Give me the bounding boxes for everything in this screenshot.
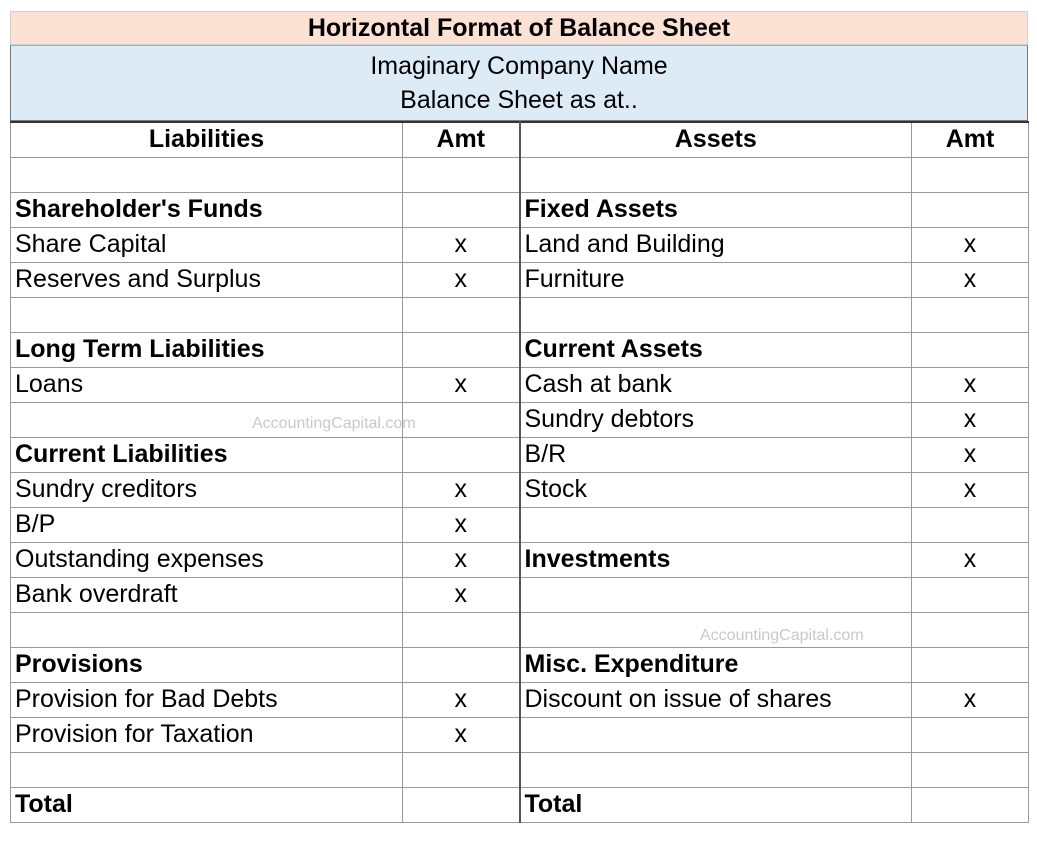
liability-label <box>11 612 403 647</box>
liability-amount <box>403 332 520 367</box>
asset-label <box>520 507 912 542</box>
asset-label <box>520 297 912 332</box>
assets-header: Assets <box>520 122 912 157</box>
liability-label: Sundry creditors <box>11 472 403 507</box>
asset-label: B/R <box>520 437 912 472</box>
table-row <box>11 297 1029 332</box>
asset-amount: x <box>912 262 1029 297</box>
asset-label: Sundry debtors <box>520 402 912 437</box>
asset-amount <box>912 192 1029 227</box>
asset-label: Misc. Expenditure <box>520 647 912 682</box>
asset-label: Land and Building <box>520 227 912 262</box>
liability-label: Provisions <box>11 647 403 682</box>
asset-label: Investments <box>520 542 912 577</box>
table-row <box>11 682 1029 717</box>
liability-label <box>11 752 403 787</box>
table-row <box>11 472 1029 507</box>
table-row <box>11 787 1029 822</box>
liability-amount: x <box>403 262 520 297</box>
liability-label: Provision for Taxation <box>11 717 403 752</box>
liabilities-header: Liabilities <box>11 122 403 157</box>
table-row <box>11 647 1029 682</box>
asset-amount <box>912 752 1029 787</box>
table-row <box>11 402 1029 437</box>
table-row <box>11 192 1029 227</box>
table-body <box>11 157 1029 822</box>
table-row <box>11 752 1029 787</box>
balance-sheet-date: Balance Sheet as at.. <box>400 86 638 114</box>
liability-label: Shareholder's Funds <box>11 192 403 227</box>
liabilities-amt-header: Amt <box>403 122 520 157</box>
asset-amount <box>912 647 1029 682</box>
balance-sheet <box>10 11 1028 823</box>
liability-label: Outstanding expenses <box>11 542 403 577</box>
table-row <box>11 612 1029 647</box>
liability-amount: x <box>403 507 520 542</box>
liability-amount: x <box>403 542 520 577</box>
table-row <box>11 507 1029 542</box>
table-row <box>11 542 1029 577</box>
asset-amount: x <box>912 367 1029 402</box>
asset-amount <box>912 157 1029 192</box>
asset-label: Stock <box>520 472 912 507</box>
liability-label: Total <box>11 787 403 822</box>
asset-amount <box>912 612 1029 647</box>
liability-label <box>11 157 403 192</box>
liability-label: Loans <box>11 367 403 402</box>
assets-amt-header: Amt <box>912 122 1029 157</box>
table-row <box>11 717 1029 752</box>
asset-amount <box>912 297 1029 332</box>
asset-amount <box>912 332 1029 367</box>
table-row <box>11 367 1029 402</box>
asset-label: Furniture <box>520 262 912 297</box>
watermark-right: AccountingCapital.com <box>700 627 864 644</box>
table-header-row <box>11 122 1029 157</box>
liability-label <box>11 297 403 332</box>
liability-label: Share Capital <box>11 227 403 262</box>
liability-amount: x <box>403 227 520 262</box>
liability-amount <box>403 437 520 472</box>
asset-amount: x <box>912 682 1029 717</box>
asset-label: Cash at bank <box>520 367 912 402</box>
watermark-left: AccountingCapital.com <box>252 415 416 432</box>
liability-amount <box>403 647 520 682</box>
liability-amount: x <box>403 717 520 752</box>
table-row <box>11 332 1029 367</box>
table-row <box>11 227 1029 262</box>
liability-amount <box>403 402 520 437</box>
asset-label <box>520 717 912 752</box>
liability-amount <box>403 787 520 822</box>
liability-amount <box>403 157 520 192</box>
asset-amount: x <box>912 472 1029 507</box>
liability-amount <box>403 192 520 227</box>
liability-amount: x <box>403 367 520 402</box>
asset-label <box>520 577 912 612</box>
asset-label: Total <box>520 787 912 822</box>
company-name: Imaginary Company Name <box>370 52 668 80</box>
balance-sheet-table <box>10 121 1029 823</box>
sheet-title: Horizontal Format of Balance Sheet <box>10 11 1028 45</box>
asset-label: Current Assets <box>520 332 912 367</box>
asset-amount: x <box>912 542 1029 577</box>
asset-amount: x <box>912 437 1029 472</box>
asset-label: Discount on issue of shares <box>520 682 912 717</box>
liability-amount <box>403 297 520 332</box>
asset-amount <box>912 787 1029 822</box>
liability-amount: x <box>403 472 520 507</box>
liability-label: B/P <box>11 507 403 542</box>
liability-amount <box>403 752 520 787</box>
liability-amount: x <box>403 682 520 717</box>
asset-amount <box>912 577 1029 612</box>
asset-amount: x <box>912 402 1029 437</box>
table-row <box>11 262 1029 297</box>
asset-amount <box>912 507 1029 542</box>
table-row <box>11 577 1029 612</box>
liability-amount <box>403 612 520 647</box>
table-row <box>11 157 1029 192</box>
table-row <box>11 437 1029 472</box>
asset-label: Fixed Assets <box>520 192 912 227</box>
asset-amount <box>912 717 1029 752</box>
company-header <box>10 45 1028 121</box>
liability-label: Long Term Liabilities <box>11 332 403 367</box>
liability-label: Provision for Bad Debts <box>11 682 403 717</box>
asset-label <box>520 157 912 192</box>
asset-label <box>520 752 912 787</box>
liability-label: Bank overdraft <box>11 577 403 612</box>
liability-label: Reserves and Surplus <box>11 262 403 297</box>
asset-amount: x <box>912 227 1029 262</box>
liability-label: Current Liabilities <box>11 437 403 472</box>
liability-amount: x <box>403 577 520 612</box>
